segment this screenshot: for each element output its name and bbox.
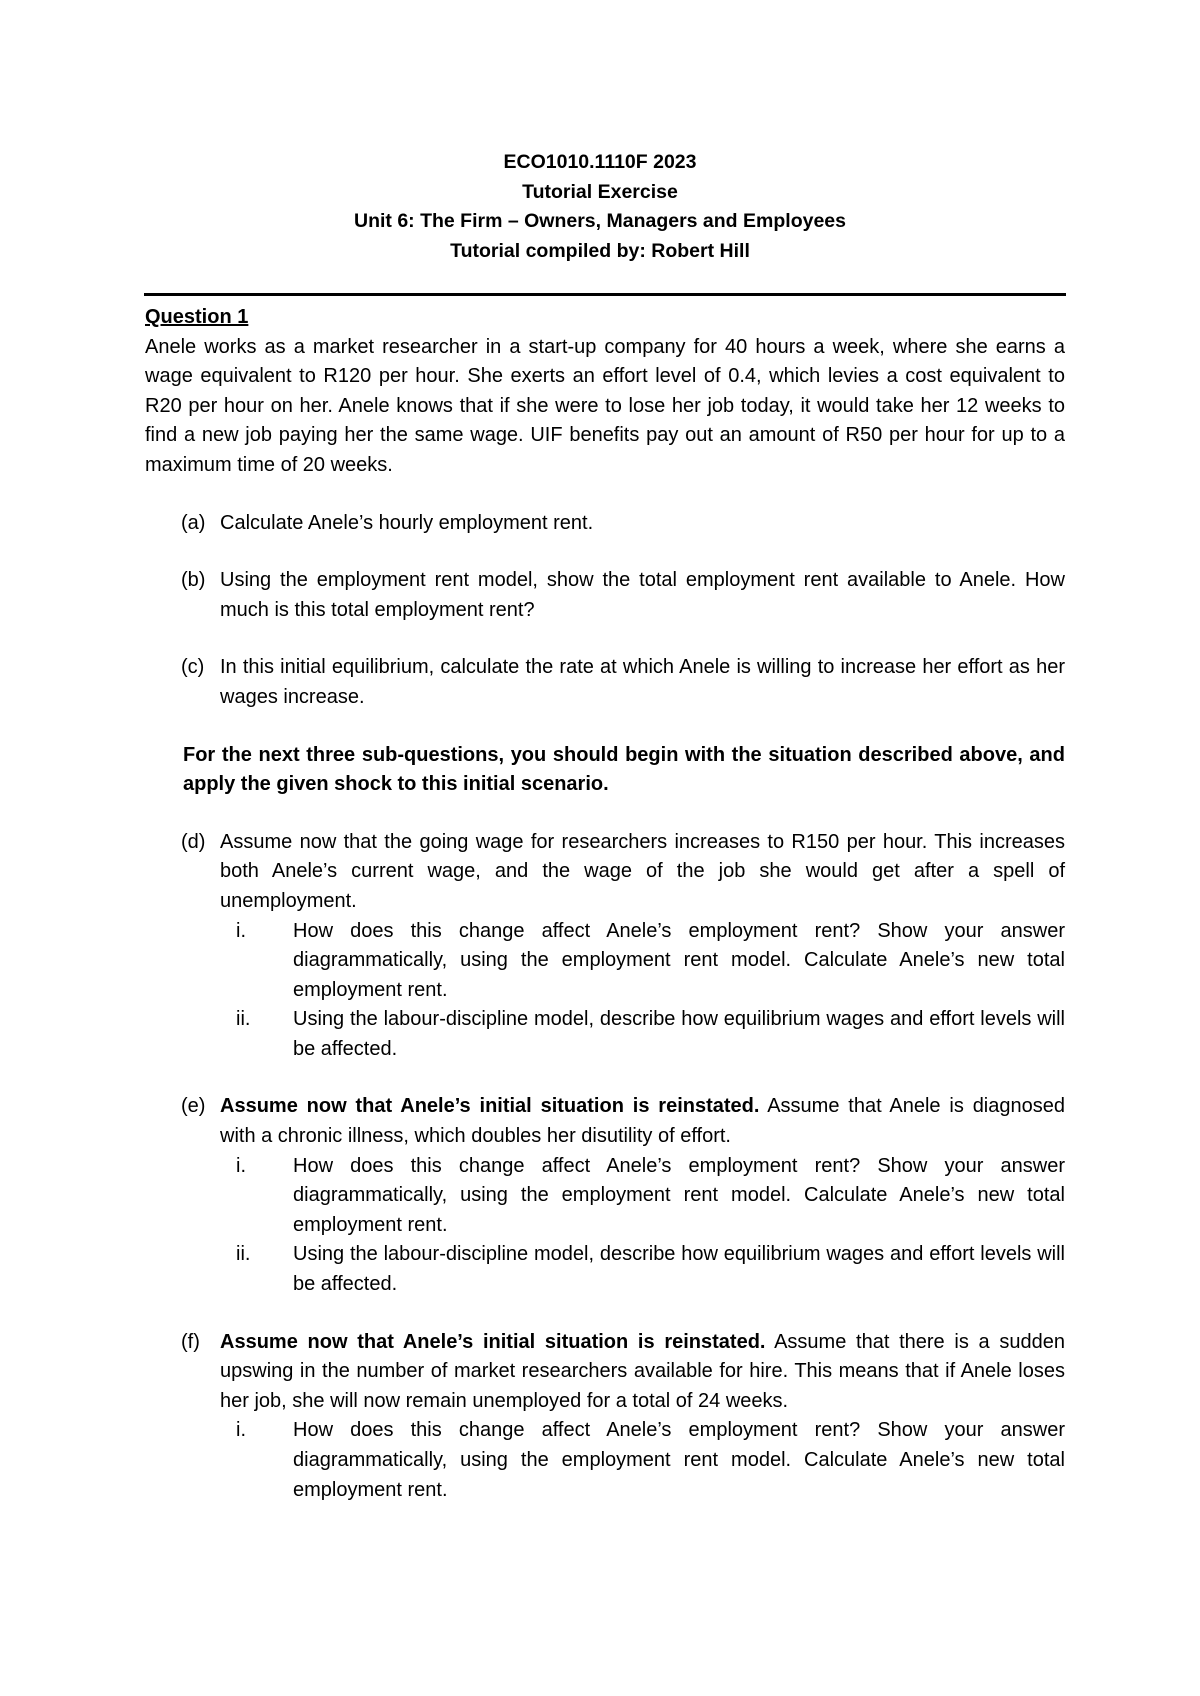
sub-part-text: How does this change affect Anele’s employment rent? Show your answer diagrammatically, using the employment rent model. Calculate Anele’s new total employment rent. <box>293 1154 1065 1236</box>
sub-question-b <box>145 566 1065 625</box>
document-header <box>0 148 1200 266</box>
sub-part-ii <box>145 1240 1065 1299</box>
header-divider <box>144 293 1066 296</box>
sub-question-f <box>145 1328 1065 1506</box>
question-title: Question 1 <box>145 306 249 328</box>
sub-part-text: Using the labour-discipline model, describe how equilibrium wages and effort levels will be affected. <box>293 1008 1065 1060</box>
sub-part-i <box>145 1152 1065 1241</box>
sub-part-label: i. <box>236 919 246 942</box>
sub-part-i <box>145 1416 1065 1505</box>
sub-question-text: In this initial equilibrium, calculate the rate at which Anele is willing to increase her effort as her wages increase. <box>220 656 1065 708</box>
sub-question-text: Using the employment rent model, show the total employment rent available to Anele. How much is this total employment rent? <box>220 569 1065 621</box>
sub-question-label: (c) <box>181 656 205 679</box>
course-code: ECO1010.1110F 2023 <box>503 151 697 173</box>
sub-part-ii <box>145 1005 1065 1064</box>
sub-part-text: How does this change affect Anele’s employment rent? Show your answer diagrammatically, using the employment rent model. Calculate Anele’s new total employment rent. <box>293 919 1065 1001</box>
sub-question-d <box>145 828 1065 1065</box>
reinstated-note: Assume now that Anele’s initial situation is reinstated. <box>220 1330 766 1353</box>
sub-question-label: (a) <box>181 511 206 534</box>
compiled-by: Tutorial compiled by: Robert Hill <box>450 239 750 262</box>
question-intro: Anele works as a market researcher in a start-up company for 40 hours a week, where she earns a wage equivalent to R120 per hour. She exerts an effort level of 0.4, which levies a cost equivalent to R20 per hour on her. Anele knows that if she were to lose her job today, it would take her 12 weeks to find a new job paying her the same wage. UIF benefits pay out an amount of R50 per hour for up to a maximum time of 20 weeks. <box>145 335 1065 476</box>
sub-question-e <box>145 1092 1065 1299</box>
sub-part-label: i. <box>236 1419 246 1442</box>
sub-question-text: Assume that Anele is diagnosed with a chronic illness, which doubles her disutility of effort. <box>220 1095 1065 1148</box>
reinstated-note: Assume now that Anele’s initial situation is reinstated. <box>220 1095 760 1118</box>
instruction-note: For the next three sub-questions, you should begin with the situation described above, and apply the given shock to this initial scenario. <box>183 743 1065 796</box>
sub-part-text: Using the labour-discipline model, describe how equilibrium wages and effort levels will be affected. <box>293 1243 1065 1296</box>
sub-question-text: Assume that there is a sudden upswing in the number of market researchers available for hire. This means that if Anele loses her job, she will now remain unemployed for a total of 24 weeks. <box>220 1330 1065 1412</box>
document-type: Tutorial Exercise <box>522 180 678 203</box>
sub-question-text: Assume now that the going wage for researchers increases to R150 per hour. This increases both Anele’s current wage, and the wage of the job she would get after a spell of unemployment. <box>220 830 1065 912</box>
sub-part-label: i. <box>236 1154 246 1177</box>
sub-question-text: Calculate Anele’s hourly employment rent. <box>220 511 594 534</box>
sub-question-label: (f) <box>181 1330 200 1353</box>
sub-question-label: (b) <box>181 569 206 592</box>
sub-question-label: (e) <box>181 1095 206 1118</box>
unit-title: Unit 6: The Firm – Owners, Managers and Employees <box>354 210 846 232</box>
sub-part-label: ii. <box>236 1008 251 1031</box>
sub-part-label: ii. <box>236 1243 251 1266</box>
sub-question-c <box>145 653 1065 712</box>
sub-question-a <box>145 509 1065 539</box>
question-body <box>145 303 1065 1505</box>
sub-part-text: How does this change affect Anele’s employment rent? Show your answer diagrammatically, using the employment rent model. Calculate Anele’s new total employment rent. <box>293 1419 1065 1501</box>
sub-question-label: (d) <box>181 830 206 853</box>
sub-part-i <box>145 917 1065 1006</box>
